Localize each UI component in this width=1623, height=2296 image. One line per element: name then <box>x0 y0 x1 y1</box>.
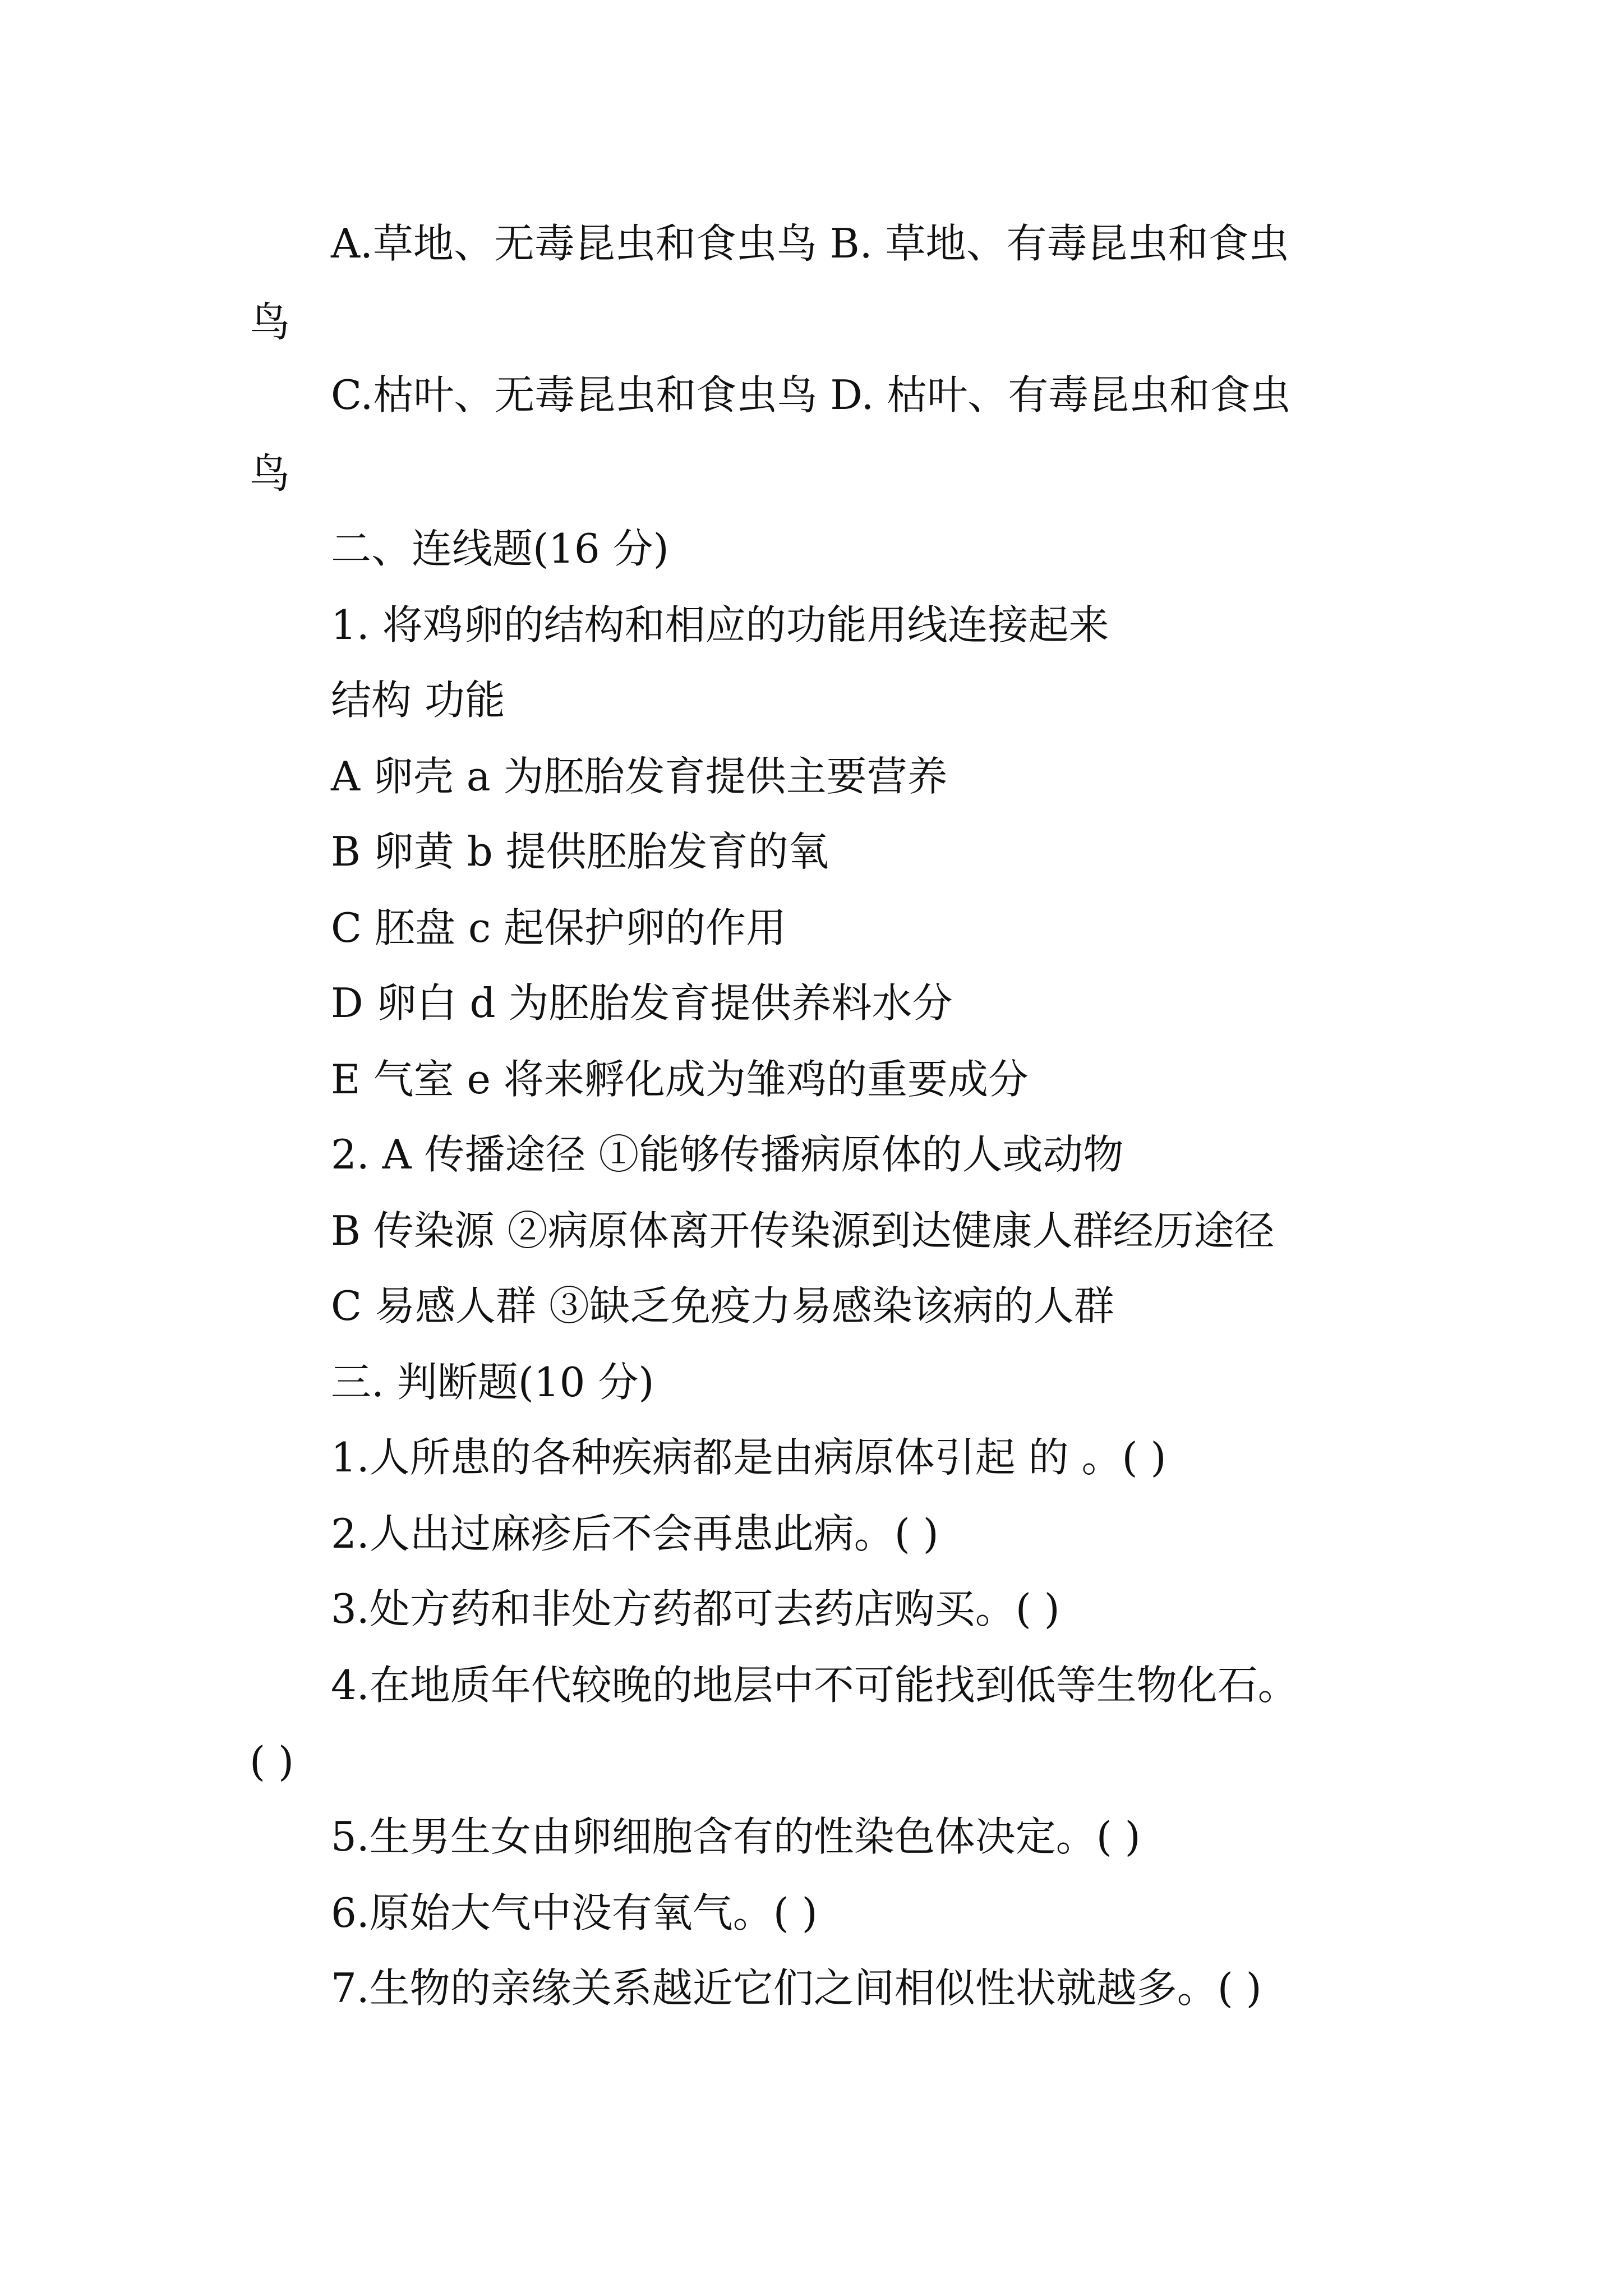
matching-question-2-item-a: 2. A 传播途径 ①能够传播病原体的人或动物 <box>331 1131 1124 1178</box>
judgement-item-3: 3.处方药和非处方药都可去药店购买。( ) <box>331 1585 1060 1632</box>
judgement-item-4-continuation: ( ) <box>250 1738 294 1785</box>
matching-item-a: A 卵壳 a 为胚胎发育提供主要营养 <box>331 753 948 800</box>
matching-item-b: B 卵黄 b 提供胚胎发育的氧 <box>331 828 829 875</box>
section-heading-matching: 二、连线题(16 分) <box>331 525 669 572</box>
matching-item-e: E 气室 e 将来孵化成为雏鸡的重要成分 <box>331 1056 1029 1103</box>
matching-question-2-item-c: C 易感人群 ③缺乏免疫力易感染该病的人群 <box>331 1282 1114 1329</box>
judgement-item-4: 4.在地质年代较晚的地层中不可能找到低等生物化石。 <box>331 1662 1298 1709</box>
option-a-b: A.草地、无毒昆虫和食虫鸟 B. 草地、有毒昆虫和食虫 <box>331 220 1289 267</box>
matching-question-1-title: 1. 将鸡卵的结构和相应的功能用线连接起来 <box>331 601 1109 648</box>
option-c-d: C.枯叶、无毒昆虫和食虫鸟 D. 枯叶、有毒昆虫和食虫 <box>331 371 1291 418</box>
judgement-item-1: 1.人所患的各种疾病都是由病原体引起 的 。( ) <box>331 1434 1166 1481</box>
option-c-d-continuation: 鸟 <box>250 450 291 497</box>
matching-item-c: C 胚盘 c 起保护卵的作用 <box>331 904 787 951</box>
matching-header: 结构 功能 <box>331 677 505 724</box>
judgement-item-2: 2.人出过麻疹后不会再患此病。( ) <box>331 1510 939 1557</box>
matching-question-2-item-b: B 传染源 ②病原体离开传染源到达健康人群经历途径 <box>331 1207 1275 1254</box>
judgement-item-7: 7.生物的亲缘关系越近它们之间相似性状就越多。( ) <box>331 1964 1262 2012</box>
judgement-item-6: 6.原始大气中没有氧气。( ) <box>331 1889 818 1936</box>
matching-item-d: D 卵白 d 为胚胎发育提供养料水分 <box>331 979 953 1027</box>
section-heading-judgement: 三. 判断题(10 分) <box>331 1359 654 1406</box>
judgement-item-5: 5.生男生女由卵细胞含有的性染色体决定。( ) <box>331 1813 1141 1860</box>
option-a-b-continuation: 鸟 <box>250 298 291 346</box>
